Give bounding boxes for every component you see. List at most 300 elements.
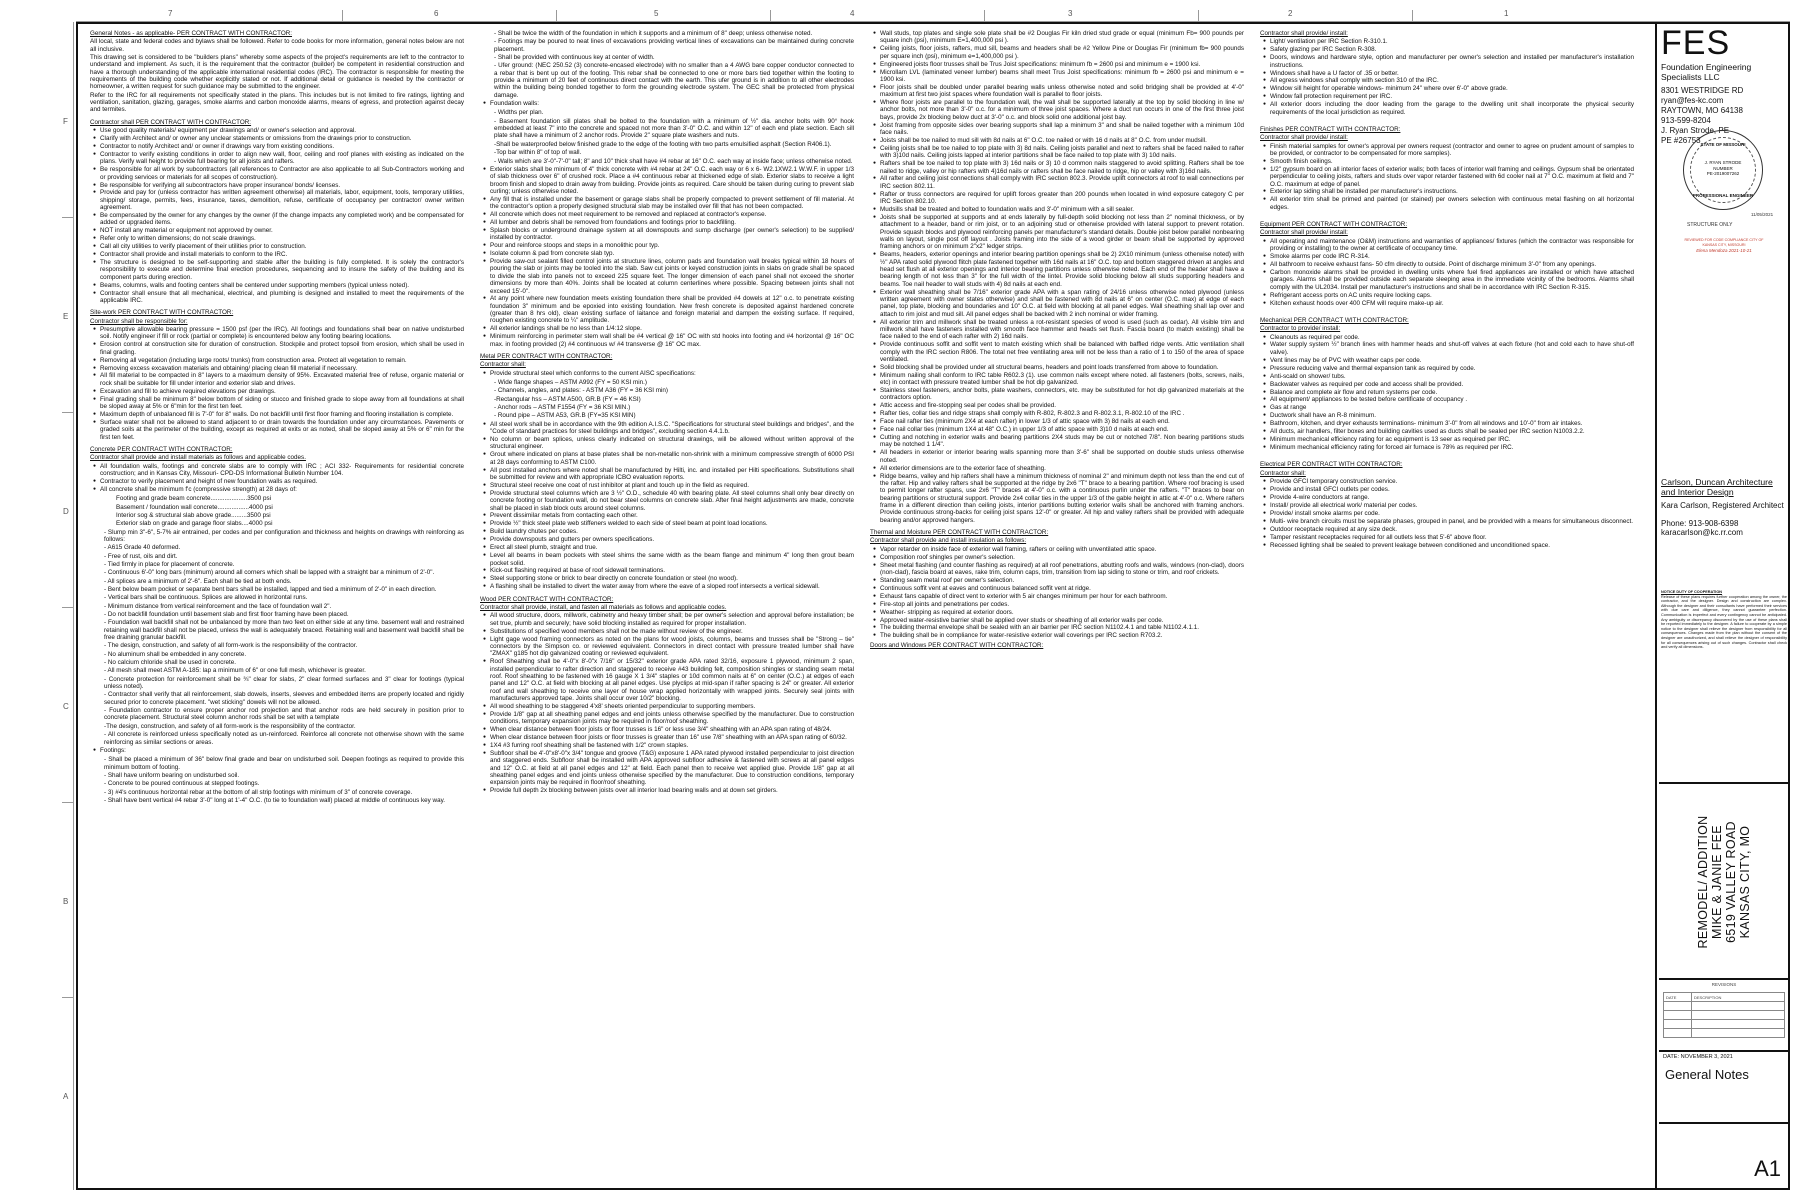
general-notes-body	[90, 30, 1635, 1180]
dash-note: - All splices are a minimum of 2'-6". Each shall be tied at both ends.	[104, 577, 292, 585]
note-item: ● 1/2" gypsum board on all interior faces of exterior walls; both faces of interior wall framing and ceilings. Gypsum shall be orientated perpendicular to ceiling joists, rafters and studs over vapor retarder fastened with 6d cooler nail at 7" O.C. maximum at field and 7" O.C. maximum at edge of panel.	[1270, 166, 1634, 188]
section-subheading: Contractor shall provide/ install:	[1260, 134, 1348, 142]
dash-note: - Shall have bent vertical #4 rebar 3'-0" long at 1'-4" O.C. (to tie to foundation wall) placed at middle of continuous key way.	[104, 796, 446, 804]
note-item: ● Joist framing from opposite sides over bearing supports shall lap a minimum 3" and shall be nailed together with a minimum 10d face nails.	[880, 122, 1244, 137]
note-item: ● Sheet metal flashing (and counter flashing as required) at all roof penetrations, abutting roofs and walls, windows (non-clad), doors (non-clad), fascia board at eaves, rake trim, column caps, trim, transition from lap siding to stone or trim, and roof crickets.	[880, 562, 1244, 577]
dash-note: - Foundation contractor to ensure proper anchor rod projection and that anchor rods are held securely in position prior to concrete placement. Structural steel column anchor rods shall be set with a template	[104, 707, 464, 722]
steel-grade: -Rectangular hss – ASTM A500, GR.B (FY = 46 KSI)	[494, 395, 641, 403]
note-paragraph: All local, state and federal codes and bylaws shall be followed. Refer to code books for more information, general notes below are not all inclusive.	[90, 38, 464, 53]
note-item: ● Be responsible for verifying all subcontractors have proper insurance/ bonds/ licenses.	[100, 182, 464, 189]
note-item: ● Provide 1/8" gap at all sheathing panel edges and end joints unless otherwise specified by the manufacturer. Due to construction conditions, temporary expansion joints may be required in floor/roof sheathing.	[490, 711, 854, 726]
dash-note: - Minimum distance from vertical reinforcement and the face of foundation wall 2".	[104, 602, 332, 610]
dash-note: - Continuous 6'-0" long bars (minimum) around all corners which shall be lapped with a straight bar a minimum of 2'-0".	[104, 569, 435, 577]
seal-number-label: NUMBER	[1713, 165, 1733, 171]
note-list	[1260, 38, 1634, 116]
section-heading: Contractor shall PER CONTRACT WITH CONTRACTOR:	[90, 118, 252, 126]
note-item: ● The building thermal envelope shall be sealed with an air barrier per IRC section N1102.4.1 and table N1102.4.1.1.	[880, 624, 1244, 631]
dash-note: - Shall be placed a minimum of 36" below final grade and bear on undisturbed soil. Deepen footings as required to provide this minimum bottom of footing.	[104, 756, 464, 771]
note-list	[480, 166, 854, 348]
note-item: ● Carbon monoxide alarms shall be provided in dwelling units where fuel fired appliances are installed or which have attached garages. Alarms shall be provided outside each separate sleeping area in the immediate vicinity of the bedrooms. Alarms shall comply with the UL2034. Install per manufacturer's instructions and shall be in accordance with IRC Section R-315.	[1270, 269, 1634, 291]
note-item: ● Subfloor shall be 4'-0"x8'-0"x 3/4" tongue and groove (T&G) exposure 1 APA rated plywood installed perpendicular to joist direction and staggered ends. Subfloor shall be installed with APA approved subfloor adhesive & fastened with screws at all panel edges and 12" O.C. at field at all panel edges and 12" at field. Each panel then to receive wet applied glue. Provide 1/8" gap at all sheathing panel edges and end joints unless otherwise specified by the manufacturer. Due to construction conditions, temporary expansion joints may be required in floor/roof sheathing.	[490, 750, 854, 787]
note-item: ● All headers in exterior or interior bearing walls spanning more than 3'-6" shall be supported on double studs unless otherwise noted.	[880, 449, 1244, 464]
duty-of-cooperation-notice	[1661, 590, 1787, 650]
section-subheading: Contractor shall provide and install insulation as follows:	[870, 537, 1027, 545]
note-list	[480, 421, 854, 591]
note-item: ● Provide full depth 2x blocking between joists over all interior load bearing walls and at down set girders.	[490, 787, 854, 794]
firm-city: RAYTOWN, MO 64138	[1661, 106, 1743, 115]
wood-section	[480, 596, 854, 795]
contractor-section	[90, 119, 464, 305]
project-street: 6519 VALLEY ROAD	[1724, 821, 1738, 943]
note-item: ● Provide 4-wire conductors at range.	[1270, 494, 1634, 501]
note-item: ● Vapor retarder on inside face of exterior wall framing, rafters or ceiling with unventilated attic space.	[880, 546, 1244, 553]
note-item: ● Roof Sheathing shall be 4'-0"x 8'-0"x 7/16" or 15/32" exterior grade APA rated 32/16, exposure 1 plywood, minimum 2 span, installed perpendicular to rafter direction and staggered to receive #43 building felt, composition shingles or standing seam metal roof. Roof sheathing to be fastened with 16 gauge X 1 3/4" staples or 10d common nails at 6" on center (O.C.) at edges of each panel and 12" O.C. at field with blocking at all panel edges. Use plyclips at mid-span if rafter spacing is 24" or greater. All exterior roof and wall sheathing to receive one layer of house wrap applied horizontally with wrapped joints. Securely seal joints with manufacturers approved tape. Joints shall occur over 10/2" blocking.	[490, 658, 854, 702]
table-cell	[1664, 1011, 1692, 1020]
engineer-firm-block	[1657, 26, 1790, 146]
table-header-description: DESCRIPTION	[1692, 993, 1785, 1002]
architect-name: Kara Carlson, Registered Architect	[1661, 501, 1784, 510]
note-item: ● Pressure reducing valve and thermal expansion tank as required by code.	[1270, 365, 1634, 372]
note-item: ● Provide ½" thick steel plate web stiffeners welded to each side of steel beam at point load locations.	[490, 520, 854, 527]
sheet-number: A1	[1754, 1156, 1781, 1181]
note-item: ● All exterior doors including the door leading from the garage to the dwelling unit shall incorporate the physical security requirements of the local jurisdiction as required.	[1270, 101, 1634, 116]
note-item: ● Ridge beams, valley and hip rafters shall have a minimum thickness of nominal 2" and minimum depth not less than the end cut of the rafter. Hip and valley rafters shall be supported at the ridge by 2x6 "T" brace to a bearing partition. Where roof bracing is used to permit longer rafter spans, use 2x6 "T" braces at 4'-0" o.c. with a continuous purlin under the rafters. "T" braces to bear on bearing partitions or structural support. Provide 2x4 collar ties in the upper 1/3 of the gable height in attic at 4'-0" o.c. Where rafters frame in a different direction than ceiling joists, interior partitions butting exterior walls shall be anchored with framing anchors. Provide continuous strong-backs for ceiling joist spans 12'-0" or greater. All hip and valley rafters shall be provided with adequate bearing and/or approved hangers.	[880, 473, 1244, 524]
note-item: ● Light gage wood framing connectors as noted on the plans for wood joists, columns, beams and trusses shall be "Strong – tie" connectors by the Simpson co. or reviewed equivalent. Connectors in direct contact with pressure treated lumber shall have "ZMAX" g185 hot dip galvanized coating or reviewed equivalent.	[490, 636, 854, 658]
grid-label: C	[63, 702, 69, 711]
grid-label: B	[63, 897, 69, 906]
note-list	[1260, 238, 1634, 307]
dash-note: - Shall be provided with continuous key at center of width.	[494, 54, 655, 62]
project-city: KANSAS CITY, MO	[1738, 825, 1752, 939]
dash-note: - Vertical bars shall be continuous. Splices are allowed in horizontal runs.	[104, 594, 308, 602]
note-item: ● Smooth finish ceilings.	[1270, 158, 1634, 165]
seal-date: 11/05/2021	[1751, 212, 1774, 217]
dash-note: - Do not backfill foundation until basement slab and first floor framing have been placed.	[104, 611, 349, 618]
note-item: ● Erosion control at construction site for duration of construction. Stockpile and protect topsoil from erosion, which shall be used in final grading.	[100, 341, 464, 356]
note-item: ● Bathroom, kitchen, and dryer exhausts terminations- minimum 3'-0" from all windows and 10'-0" from air intakes.	[1270, 420, 1634, 427]
dash-note: - Shall have uniform bearing on undisturbed soil.	[104, 771, 240, 779]
note-list	[480, 100, 854, 107]
note-item: ● Tamper resistant receptacles required for all outlets less that 5'-6" above floor.	[1270, 534, 1634, 541]
project-text	[1696, 787, 1752, 977]
section-heading: Doors and Windows PER CONTRACT WITH CONTRACTOR:	[870, 641, 1044, 649]
note-item: ● When clear distance between floor joists or floor trusses is greater than 16" use 7/8" sheathing with an APA span rating of 60/32.	[490, 734, 854, 741]
note-item: ● Wall studs, top plates and single sole plate shall be #2 Douglas Fir kiln dried stud grade or equal (minimum Fb= 900 pounds per square inch (psi), minimum E=1,400,000 psi ).	[880, 30, 1244, 45]
section-subheading: Contractor shall provide, install, and fasten all materials as follows and applicable codes.	[480, 604, 727, 611]
dash-note: -The design, construction, and safety of all form-work is the responsibility of the contractor.	[104, 722, 356, 730]
dash-note: - Shall be twice the width of the foundation in which it supports and a minimum of 8" deep; unless otherwise noted.	[494, 30, 813, 37]
general-notes-section	[90, 30, 464, 114]
engineer-name: J. Ryan Strode, PE	[1661, 126, 1730, 135]
concrete-section	[90, 446, 464, 804]
revisions-block	[1659, 978, 1789, 1050]
note-item: ● Smoke alarms per code IRC R-314.	[1270, 253, 1634, 260]
grid-label: E	[63, 312, 69, 321]
dash-note: - A615 Grade 40 deformed.	[104, 544, 181, 552]
note-item: ● Beams, headers, exterior openings and interior bearing partition openings shall be 2) 2X10 minimum (unless otherwise noted) with ½" APA rated solid plywood flitch plate fastened together with 16d nails at 16" O.C. top and bottom staggered driven at angles and head set flush at all exterior openings and interior bearing partitions unless otherwise noted. Each end of the header shall have a bearing length of not less than 3" for the full width of the lintel. Provide solid blocking below all studs supporting headers and beams. Toe nail header to wall studs with 4) 8d nails at each end.	[880, 251, 1244, 288]
section-heading: Site-work PER CONTRACT WITH CONTRACTOR:	[90, 309, 234, 317]
professional-engineer-seal	[1683, 130, 1763, 210]
table-cell	[1664, 1029, 1692, 1038]
framing-section	[870, 30, 1244, 524]
dash-note: - Bent below beam pocket or separate bent bars shall be installed, lapped and tied a minimum of 2'-0" in each direction.	[104, 585, 437, 593]
note-item: ● Erect all steel plumb, straight and true.	[490, 544, 854, 551]
note-item: ● Contractor to verify existing conditions in order to align new wall, floor, ceiling and roof planes with existing as indicated on the plans. Verify wall height to provide full bearing for all joists and rafters.	[100, 151, 464, 166]
firm-name: Foundation Engineering Specialists LLC	[1661, 62, 1752, 82]
note-item: ● Minimum mechanical efficiency rating for forced air furnace is 78% as required per IRC.	[1270, 444, 1634, 451]
note-list	[1260, 143, 1634, 211]
steel-grade: - Round pipe – ASTM A53, GR.B (FY=35 KSI MIN)	[494, 412, 636, 420]
row-grid-markers	[62, 22, 74, 1190]
architect-contact	[1661, 519, 1787, 538]
grid-label: D	[63, 507, 69, 516]
note-item: ● Ceiling joists, floor joists, rafters, mud sill, beams and headers shall be #2 Yellow Pine or Douglas Fir (minimum fb= 900 pounds per square inch (psi), minimum e=1,400,000 psi ).	[880, 45, 1244, 60]
note-item: ● Level all beams in beam pockets with steel shims the same width as the beam flange and minimum 4" long then grout beam pocket solid.	[490, 552, 854, 567]
note-item: ● Minimum nailing shall conform to IRC table R602.3 (1). use common nails except where noted. all fasteners (bolts, screws, nails, etc) in contact with pressure treated lumber shall be hot dip galvanized.	[880, 372, 1244, 387]
table-cell	[1692, 1020, 1785, 1029]
note-item: ● All egress windows shall comply with section 310 of the IRC.	[1270, 77, 1634, 84]
table-row	[1664, 1029, 1785, 1038]
note-item: ● Contractor to notify Architect and/ or owner if drawings vary from existing conditions.	[100, 143, 464, 150]
note-item: ● Water supply system ½" branch lines with hammer heads and shut-off valves at each fixture (hot and cold each to have shut-off valve).	[1270, 341, 1634, 356]
note-item: ● All wood structure, doors, millwork, cabinetry and heavy timber shall; be per owner's selection and approval before installation; be set true, plumb and securely; have solid blocking installed as required for proper installation.	[490, 612, 854, 627]
note-item: ● Clarify with Architect and/ or owner any unclear statements or omissions from the drawings prior to construction.	[100, 135, 464, 142]
grid-label: 4	[850, 9, 855, 18]
note-item: ● Windows shall have a U factor of .35 or better.	[1270, 70, 1634, 77]
dash-note: - Concrete protection for reinforcement shall be ¾" clear for slabs, 2" clear formed surfaces and 3" clear for footings (typical unless noted).	[104, 675, 464, 691]
section-heading: Metal PER CONTRACT WITH CONTRACTOR:	[480, 353, 613, 361]
revisions-table	[1663, 992, 1785, 1038]
note-item: ● Contractor shall ensure that all mechanical, electrical, and plumbing is designed and installed to meet the requirements of the applicable IRC.	[100, 290, 464, 305]
note-item: ● Minimum reinforcing in perimeter stem wall shall be #4 vertical @ 16" OC with std hooks into footing and #4 horizontal @ 16" OC max. in footing provided (2) #4 continuous w/ #4 transverse @ 16" OC max.	[490, 333, 854, 348]
section-subheading: Contractor shall:	[1260, 469, 1306, 477]
note-item: ● Recessed lighting shall be sealed to prevent leakage between conditioned and unconditioned space.	[1270, 542, 1634, 549]
notes-column-4	[1260, 30, 1634, 1180]
grid-tick	[62, 607, 74, 608]
note-item: ● Anti-scald on shower/ tubs.	[1270, 373, 1634, 380]
revisions-title: REVISIONS	[1711, 982, 1737, 987]
dash-note: - Slump min 3"-6", 5-7% air entrained, per codes and per configuration and thickness and heights on drawings with reinforcing as follows:	[104, 528, 464, 543]
dash-note: - Tied firmly in place for placement of concrete.	[104, 560, 235, 568]
note-item: ● NOT install any material or equipment not approved by owner.	[100, 227, 464, 234]
note-item: ● Exterior lap siding shall be installed per manufacturer's instructions.	[1270, 188, 1634, 195]
note-item: ● Balance and complete air flow and return systems per code.	[1270, 389, 1634, 396]
note-list	[870, 546, 1244, 640]
note-item: ● Pour and reinforce stoops and steps in a monolithic pour typ.	[490, 242, 854, 249]
note-item: ● Provide downspouts and gutters per owners specifications.	[490, 536, 854, 543]
notice-heading: NOTICE DUTY OF COOPERATION	[1661, 590, 1723, 594]
note-item: ● All exterior trim and millwork shall be treated unless a rot-resistant species of wood is used (such as cedar). All visible trim and millwork shall have fasteners installed with smooth face hammer and heads set flush. Fascia board (to match existing) shall be face nailed to the end of each rafter with 2) 16d nails.	[880, 319, 1244, 341]
dash-note: - All mesh shall meet ASTM A-185: lap a minimum of 6" or one full mesh, whichever is greater.	[104, 667, 366, 675]
table-cell	[1692, 1029, 1785, 1038]
note-item: ● Provide/ install smoke alarms per code.	[1270, 510, 1634, 517]
table-row	[1664, 1020, 1785, 1029]
note-item: ● Composition roof shingles per owner's selection.	[880, 554, 1244, 561]
architect-firm: Carlson, Duncan Architecture and Interior Design	[1661, 477, 1773, 497]
grid-tick	[1412, 10, 1413, 22]
note-item: ● Light/ ventilation per IRC Section R-310.1.	[1270, 38, 1634, 45]
note-item: ● Backwater valves as required per code and access shall be provided.	[1270, 381, 1634, 388]
note-item: ● Cutting and notching in exterior walls and bearing partitions 2X4 studs may be cut or notched 7/8". Non bearing partitions studs may be notched 1 1/4".	[880, 434, 1244, 449]
note-item: ● Provide continuous soffit and soffit vent to match existing which shall be balanced with baffled ridge vents. Attic ventilation shall comply with the IRC section R806. The total net free ventilating area will not be less than a ratio of 1 to 150 of the area of space ventilated.	[880, 341, 1244, 363]
notice-text: Release of these plans requires further cooperation among the owner, the contractor, and the designer. Design and construction are complex. Although the designer and their consultants have performed their services with due care and diligence, they cannot guarantee perfection. Communication is imperfect and every contingency cannot be anticipated. Any ambiguity or discrepancy discovered by the use of these plans shall be reported immediately to the designer. A failure to cooperate by a simple notice to the designer shall relieve the designer from responsibility for all consequences. Changes made from the plan without the consent of the designer are unauthorized, and shall relieve the designer of responsibility for all consequences arising out of such changes. Contractor shall check and verify all dimensions.	[1661, 594, 1787, 650]
project-type: REMODEL/ ADDITION	[1696, 815, 1710, 949]
seal-title: PROFESSIONAL ENGINEER	[1692, 192, 1754, 198]
note-item: ● Any fill that is installed under the basement or garage slabs shall be properly compacted to prevent settlement of fill material. At the contractor's option a properly designed structural slab may be installed over fill that has not been compacted.	[490, 196, 854, 211]
doors-windows-section	[1260, 30, 1634, 116]
grid-label: 3	[1068, 9, 1073, 18]
note-item: ● Splash blocks or underground drainage system at all downspouts and sump discharge (per owner's selection) to be supplied/ installed by contractor.	[490, 227, 854, 242]
note-item: ● Be responsible for all work by subcontractors (all references to Contractor are also applicable to all Sub-Contractors working and or providing services or materials for all scopes of construction).	[100, 166, 464, 181]
note-item: ● All equipment/ appliances to be tested before certificate of occupancy .	[1270, 396, 1634, 403]
fes-logo: FES	[1661, 24, 1731, 62]
section-subheading: Contractor shall be responsible for:	[90, 317, 188, 325]
dash-note: - The design, construction, and safety of all form-work is the responsibility of the contractor.	[104, 642, 358, 650]
architect-phone: Phone: 913-908-6398	[1661, 518, 1739, 528]
grid-label: 1	[1504, 9, 1509, 18]
note-item: ● Build laundry chutes per codes.	[490, 528, 854, 535]
note-item: ● Provide and pay for (unless contractor has written agreement otherwise) all materials, labor, equipment, tools, temporary utilities, shipping/ storage, permits, fees, insurance, taxes, demolition, refuse, certificate of occupancy per contractor/ owner written agreement.	[100, 189, 464, 211]
grid-tick	[770, 10, 771, 22]
note-item: ● Joists shall be supported at supports and at ends laterally by full-depth solid blocking not less than 2" nominal thickness, or by attachment to a header, band or rim joist, or to an adjoining stud or otherwise provided with lateral support to prevent rotation. Provide squash blocks and plywood reinforcing panels per manufacturer's standard details. Double joist below parallel nonbearing walls on layout, single post off layout . Joists framing into the side of a wood girder or beam shall be supported by approved framing anchors or on minimum 2"x2" ledger strips.	[880, 214, 1244, 251]
note-item: ● Doors, windows and hardware style, option and manufacturer per owner's selection and installed per manufacturer's installation instructions.	[1270, 54, 1634, 69]
grid-tick	[62, 217, 74, 218]
table-row	[1664, 1002, 1785, 1011]
section-subheading: Contractor shall provide/ install:	[1260, 30, 1348, 37]
note-item: ● Ceiling joists shall be toe nailed to top plate with 3) 8d nails. Ceiling joists parallel and next to rafters shall be faced nailed to rafter with 3)10d nails. Ceiling joists lapped at interior partitions shall be face nailed to top plate with 3) 10d nails.	[880, 145, 1244, 160]
note-item: ● Rafter ties, collar ties and ridge straps shall comply with R-802, R-802.3 and R-802.3.1, R-802.10 of the IRC .	[880, 410, 1244, 417]
client-name: MIKE & JANIE FEE	[1710, 825, 1724, 939]
thermal-section	[870, 529, 1244, 649]
grid-tick	[556, 10, 557, 22]
steel-grade: - Wide flange shapes – ASTM A992 (FY = 50 KSI min.)	[494, 379, 648, 387]
note-item: ● Vent lines may be of PVC with weather caps per code.	[1270, 357, 1634, 364]
sheet-title: General Notes	[1665, 1067, 1749, 1082]
note-item: ● Refrigerant access ports on AC units require locking caps.	[1270, 292, 1634, 299]
dash-note: -Top bar within 8" of top of wall.	[494, 149, 582, 157]
dash-note: - Foundation wall backfill shall not be unbalanced by more than two feet on either side at any time. basement wall and restrained retaining wall backfill shall not be placed, unless the wall is adequately braced. Retaining wall and basement wall backfill shall be free draining granular backfill.	[104, 619, 464, 642]
note-item: ● A flashing shall be installed to divert the water away from where the eave of a sloped roof intersects a vertical sidewall.	[490, 583, 854, 590]
note-item: ● Provide structural steel columns which are 3 ½" O.D., schedule 40 with bearing plate. All steel columns shall only bear directly on concrete footing or foundation wall, do not bear steel columns on concrete slab. After final height adjustments are made, concrete shall be placed in slab block outs around steel columns.	[490, 490, 854, 512]
grid-tick	[342, 10, 343, 22]
note-item: ● Where floor joists are parallel to the foundation wall, the wall shall be supported laterally at the top by solid blocking in line w/ anchor bolts, not more than 3'-0" o.c. for a minimum of three joist spaces. Where a duct run occurs in one of the first three joist bays, provide 2x blocking below duct at 3'-0" o.c. and block solid one additional joist bay.	[880, 99, 1244, 121]
steel-grade: - Anchor rods – ASTM F1554 (FY = 36 KSI MIN.)	[494, 404, 631, 412]
seal-number: PE-2019007262	[1706, 171, 1740, 176]
section-subheading: Contractor shall provide and install materials as follows and applicable codes.	[90, 454, 306, 462]
note-item: ● Presumptive allowable bearing pressure = 1500 psf (per the IRC). All footings and foundations shall bear on native undisturbed soil. Notify engineer if fill or rock (partial or complete) is encountered below any footing bearing locations.	[100, 326, 464, 341]
note-paragraph: This drawing set is considered to be "builders plans" whereby some aspects of the project's requirements are left to the contractor to understand and implement. As such, it is the requirement that the contractor (builder) be competent in residential construction and have a thorough understanding of the applicable international residential codes (IRC). The contractor is responsible for meeting the requirements of the building code whether explicitly stated or not. If additional detail or guidance is needed by the contractor or homeowner, a written request for such guidance may be submitted to the engineer.	[90, 54, 464, 91]
section-heading: Electrical PER CONTRACT WITH CONTRACTOR:	[1260, 461, 1403, 469]
note-item: ● Floor joists shall be doubled under parallel bearing walls unless otherwise noted and solid bridging shall be provided at 4'-0" maximum at first two joist spaces where foundation wall is parallel to floor joists.	[880, 84, 1244, 99]
strength-line: Basement / foundation wall concrete..................4000 psi	[116, 503, 273, 511]
note-item: ● Rafter or truss connectors are required for uplift forces greater than 200 pounds when located in wind exposure category C per IRC Section 802.10.	[880, 191, 1244, 206]
note-item: ● All operating and maintenance (O&M) instructions and warranties of appliances/ fixtures (which the contractor was responsible for providing or installing) to the owner at certificate of occupancy time.	[1270, 238, 1634, 253]
sitework-section	[90, 309, 464, 441]
dash-note: - All concrete is reinforced unless specifically noted as un-reinforced. Reinforce all concrete not otherwise shown with the same reinforcing as similar sections or areas.	[104, 731, 464, 746]
note-item: ● Substitutions of specified wood members shall not be made without review of the engineer.	[490, 628, 854, 635]
note-item: ● All foundation walls, footings and concrete slabs are to comply with IRC ; ACI 332- Requirements for residential concrete construction; and in Kansas City, Missouri- CPD-DS Informational Bulletin Number 104.	[100, 463, 464, 478]
note-item: ● Prevent dissimilar metals from contacting each other.	[490, 512, 854, 519]
note-item: ● At any point where new foundation meets existing foundation there shall be provided #4 dowels at 12" o.c. to penetrate existing foundation 3" minimum and be epoxied into existing foundation. New fresh concrete is deposited against hardened concrete (greater than 8 hrs old), clean existing surface of laitance and foreign material and dampen the existing surface. If required, roughen existing concrete to ¼" amplitude.	[490, 295, 854, 324]
note-item: ● All bathroom to receive exhaust fans- 50 cfm directly to outside. Point of discharge minimum 3'-0" from any openings.	[1270, 261, 1634, 268]
section-subheading: Contractor shall:	[480, 361, 526, 369]
section-heading: Concrete PER CONTRACT WITH CONTRACTOR:	[90, 445, 233, 453]
sheet-number-block	[1659, 1122, 1789, 1188]
note-item: ● Rafters shall be toe nailed to top plate with 3) 16d nails or 3) 10 d common nails staggered to avoid splitting. Rafters shall be toe nailed to ridge, valley or hip rafters with 4)16d nails or rafters shall be face nailed to ridge, hip or valley with 3)16d nails.	[880, 160, 1244, 175]
note-item: ● Ductwork shall have an R-8 minimum.	[1270, 412, 1634, 419]
note-item: ● Microllam LVL (laminated veneer lumber) beams shall meet Trus Joist specifications: minimum fb = 2600 psi and minimum e = 1900 ksi.	[880, 69, 1244, 84]
table-row	[1664, 993, 1785, 1002]
firm-phone: 913-599-8204	[1661, 116, 1711, 125]
note-item: ● All wood sheathing to be staggered 4'x8' sheets oriented perpendicular to supporting members.	[490, 703, 854, 710]
note-item: ● Provide GFCI temporary construction service.	[1270, 478, 1634, 485]
stamp-caption: STRUCTURE ONLY	[1687, 222, 1733, 228]
note-item: ● Grout where indicated on plans at base plates shall be non-metallic non-shrink with a minimum compressive strength of 6000 PSI at 28 days conforming to ASTM C100.	[490, 451, 854, 466]
note-item: ● All post installed anchors where noted shall be manufactured by Hilti, inc. and installed per Hilti specifications. Substitutions shall be submitted for review and with appropriate ICBO evaluation reports.	[490, 467, 854, 482]
note-item: ● Cleanouts as required per code.	[1270, 334, 1634, 341]
note-item: ● Stainless steel fasteners, anchor bolts, plate washers, connectors, etc. may be substituted for hot dip galvanized materials at the contractors option.	[880, 387, 1244, 402]
grid-label: 7	[168, 9, 173, 18]
section-heading: Thermal and Moisture PER CONTRACT WITH CONTRACTOR:	[870, 528, 1049, 536]
note-paragraph: Refer to the IRC for all requirements not specifically stated in the plans. This includes but is not limited to fire ratings, lighting and ventilation, sanitation, glazing, garages, smoke alarms and carbon monoxide alarms, means of egress, and protection against decay and termites.	[90, 91, 464, 114]
note-item: ● Mudsills shall be treated and bolted to foundation walls and 3'-0" minimum with a sill sealer.	[880, 206, 1244, 213]
note-item: ● Refer only to written dimensions; do not scale drawings.	[100, 235, 464, 242]
note-item: ● Continuous soffit vent at eaves and continuous balanced soffit vent at ridge.	[880, 585, 1244, 592]
note-list	[1260, 478, 1634, 549]
note-item: ● Exhaust fans capable of direct vent to exterior with 5 air changes minimum per hour for each bathroom.	[880, 593, 1244, 600]
section-heading: Wood PER CONTRACT WITH CONTRACTOR:	[480, 595, 614, 603]
section-subheading: Contractor to provide/ install:	[1260, 325, 1341, 333]
strength-line: Exterior slab on grade and garage floor slabs....4000 psi	[116, 520, 273, 528]
note-item: ● Joists shall be toe nailed to mud sill with 8d nails at 6" O.C. toe nailed or with 16 d nails at 8" O.C. from under mudsill.	[880, 137, 1244, 144]
note-list	[1260, 334, 1634, 452]
note-item: ● Kick-out flashing required at base of roof sidewall terminations.	[490, 567, 854, 574]
dash-note: - Contractor shall verify that all reinforcement, slab dowels, inserts, sleeves and embedded items are properly located and rigidly secured prior to concrete placement. "wet sticking" dowels will not be allowed.	[104, 691, 464, 706]
stamp-text: REVIEWED FOR CODE COMPLIANCE CITY OF KANSAS CITY, MISSOURI	[1684, 238, 1764, 247]
note-list	[870, 30, 1244, 524]
grid-label: 2	[1288, 9, 1293, 18]
note-item: ● Window fall protection requirement per IRC.	[1270, 93, 1634, 100]
note-item: ● Steel supporting stone or brick to bear directly on concrete foundation or steel (no wood).	[490, 575, 854, 582]
street-address: 8301 WESTRIDGE RD	[1661, 86, 1744, 95]
note-item: ● Kitchen exhaust hoods over 400 CFM will require make-up air.	[1270, 300, 1634, 307]
note-item: ● Final grading shall be minimum 8" below bottom of siding or stucco and finished grade to slope away from all foundations at shall be sloped away at 5% or 6"min for the first ten feet.	[100, 396, 464, 411]
table-cell	[1692, 1011, 1785, 1020]
dash-note: - Concrete to be poured continuous at stepped footings.	[104, 780, 260, 788]
note-item: ● All concrete shall be minimum f'c (compressive strength) at 28 days of:	[100, 486, 464, 493]
mechanical-section	[1260, 317, 1634, 452]
dash-note: - Ufer ground: (NEC 250.52 (3) concrete-encased electrode) with no smaller than a 4 AWG bare copper conductor connected to a rebar that is bent up out of the footing. This rebar shall be connected to one or more bars tied together within the footing to provide a minimum of 20 feet of continuous direct contact with the earth. This ufer ground is in addition to all other electrodes within the building being bonded together to form the grounding electrode system. The GEC shall be protected from physical damage.	[494, 62, 854, 99]
note-item: ● Use good quality materials/ equipment per drawings and/ or owner's selection and approval.	[100, 127, 464, 134]
note-list	[90, 747, 464, 754]
note-item: ● Removing all vegetation (including large roots/ trunks) from construction area. Protect all vegetation to remain.	[100, 357, 464, 364]
dash-note: - Walls which are 3'-0"-7'-0" tall; 8" and 10" thick shall have #4 rebar at 16" O.C. each way at inside face; unless otherwise noted.	[494, 157, 853, 165]
note-item: ● Isolate column & pad from concrete slab typ.	[490, 250, 854, 257]
sheet-date: DATE: NOVEMBER 3, 2021	[1663, 1054, 1733, 1060]
note-item: ● The building shall be in compliance for water-resistive exterior wall coverings per IRC section R703.2.	[880, 632, 1244, 639]
section-heading: General Notes - as applicable- PER CONTRACT WITH CONTRACTOR:	[90, 30, 293, 37]
note-list	[90, 127, 464, 304]
finishes-section	[1260, 126, 1634, 211]
sheet-date-block	[1659, 1050, 1789, 1094]
notes-column-1	[90, 30, 464, 1180]
note-item: ● Maximum depth of unbalanced fill is 7'-0" for 8" walls. Do not backfill until first floor framing and flooring installation is complete.	[100, 411, 464, 418]
architect-email: karacarlson@kc.rr.com	[1661, 528, 1743, 538]
grid-tick	[1198, 10, 1199, 22]
note-item: ● All lumber and debris shall be removed from foundations and footings prior to backfilling.	[490, 219, 854, 226]
grid-tick	[62, 802, 74, 803]
note-item: ● Install/ provide all electrical work/ material per codes.	[1270, 502, 1634, 509]
grid-label: 5	[654, 9, 659, 18]
dash-note: - Widths per plan.	[494, 109, 544, 117]
seal-inner-ring	[1690, 137, 1756, 203]
grid-label: F	[63, 117, 68, 126]
pe-number: PE #26753	[1661, 136, 1701, 145]
note-item: ● All exterior landings shall be no less than 1/4:12 slope.	[490, 325, 854, 332]
strength-line: Footing and grade beam concrete.....................3500 psi	[116, 495, 272, 503]
note-item: ● Standing seam metal roof per owner's selection.	[880, 577, 1244, 584]
stamp-signature: Elena Mendoza 2021-10-21	[1696, 248, 1752, 254]
note-item: ● Footings:	[100, 747, 464, 754]
note-item: ● Solid blocking shall be provided under all structural beams, headers and point loads transferred from above to foundation.	[880, 364, 1244, 371]
note-item: ● No column or beam splices, unless clearly indicated on structural drawings, will be allowed without written approval of the structural engineer.	[490, 436, 854, 451]
note-item: ● Foundation walls:	[490, 100, 854, 107]
note-item: ● Exterior slabs shall be minimum of 4" thick concrete with #4 rebar at 24" O.C. each way or 6 x 6- W2.1XW2.1 W.W.F. in upper 1/3 of slab thickness over 6" of crushed rock. Place a #4 continuous rebar at thickened edge of slab. Exterior slabs to receive a light broom finish and sloped to drain away from building. Provide joints as required. Care should be taken during curing to prevent slab curling; unless otherwise noted.	[490, 166, 854, 195]
table-row	[1664, 1011, 1785, 1020]
table-cell	[1664, 1002, 1692, 1011]
grid-tick	[984, 10, 985, 22]
section-heading: Equipment PER CONTRACT WITH CONTRACTOR:	[1260, 221, 1408, 229]
note-item: ● Finish material samples for owner's approval per owners request (contractor and owner to agree on prudent amount of samples to be provided, or contractor to be compensated for more samples).	[1270, 143, 1634, 158]
note-list	[90, 326, 464, 441]
note-item: ● Engineered joists floor trusses shall be Trus Joist specifications: minimum fb = 2600 psi and minimum e = 1900 ksi.	[880, 61, 1244, 68]
note-item: ● Multi- wire branch circuits must be separate phases, grouped in panel, and be provided with a means for simultaneous disconnect.	[1270, 518, 1634, 525]
title-block	[1655, 22, 1790, 1190]
column-grid-markers	[76, 10, 1790, 22]
note-item: ● Face nail rafter ties (minimum 2X4 at each rafter) in lower 1/3 of attic space with 3) 8d nails at each end.	[880, 418, 1244, 425]
note-item: ● Removing excess excavation materials and obtaining/ placing clean fill material if necessary.	[100, 365, 464, 372]
notes-column-2	[480, 30, 854, 1180]
seal-state: STATE OF MISSOURI	[1700, 142, 1746, 147]
notes-column-3	[870, 30, 1244, 1180]
note-item: ● All exterior dimensions are to the exterior face of sheathing.	[880, 465, 1244, 472]
note-item: ● Contractor shall provide and install materials to conform to the IRC.	[100, 251, 464, 258]
dash-note: - Footings may be poured to neat lines of excavations providing vertical lines of excavations can be maintained during concrete placement.	[494, 38, 854, 53]
equipment-section	[1260, 221, 1634, 307]
table-header-date: DATE	[1664, 993, 1692, 1002]
section-subheading: Contractor shall provide/ install:	[1260, 229, 1348, 237]
note-item: ● All fill material to be compacted in 8" layers to a maximum density of 95%. Excavated material free of refuse, organic material or rock shall be suitable for fill under interior and exterior slab and drives.	[100, 372, 464, 387]
note-item: ● 1X4 #3 furring roof sheathing shall be fastened with 1/2" crown staples.	[490, 742, 854, 749]
section-heading: Finishes PER CONTRACT WITH CONTRACTOR:	[1260, 125, 1401, 133]
note-item: ● All steel work shall be in accordance with the 9th edition A.I.S.C. "Specifications for structural steel buildings and bridges", and the "Code of standard practices for steel buildings and bridges", excluding section 4.4.1.b.	[490, 421, 854, 436]
grid-tick	[62, 412, 74, 413]
dash-note: - Free of rust, oils and dirt.	[104, 552, 178, 560]
grid-label: 6	[434, 9, 439, 18]
note-list	[480, 612, 854, 794]
section-heading: Mechanical PER CONTRACT WITH CONTRACTOR:	[1260, 316, 1409, 324]
grid-tick	[62, 997, 74, 998]
dash-note: - No aluminum shall be embedded in any concrete.	[104, 650, 247, 658]
note-item: ● All exterior trim shall be primed and painted (or stained) per owners selection with continuous metal flashing on all horizontal edges.	[1270, 196, 1634, 211]
note-item: ● Exterior wall sheathing shall be 7/16" exterior grade APA with a span rating of 24/16 unless otherwise noted plywood (unless written agreement with owner states otherwise) and shall be fastened with 8d nails at 6" on center (O.C. max) at edge of each panel, top plate, blocking and boundaries and 10" O.C. at field with blocking at all panel edges. Wall sheathing shall lap over and attach to rim joist and mud sill. All panel edges shall be backed with 2 inch nominal or wider framing.	[880, 289, 1244, 318]
architect-block	[1661, 477, 1787, 538]
note-item: ● All ducts, air handlers, filter boxes and building cavities used as ducts shall be sealed per IRC section N1003.2.2.	[1270, 428, 1634, 435]
note-item: ● When clear distance between floor joists or floor trusses is 16" or less use 3/4" sheathing with an APA span rating of 48/24.	[490, 726, 854, 733]
note-item: ● Gas at range	[1270, 404, 1634, 411]
note-item: ● Contractor to verify placement and height of new foundation walls as required.	[100, 478, 464, 485]
note-item: ● Weather- stripping as required at exterior doors.	[880, 609, 1244, 616]
